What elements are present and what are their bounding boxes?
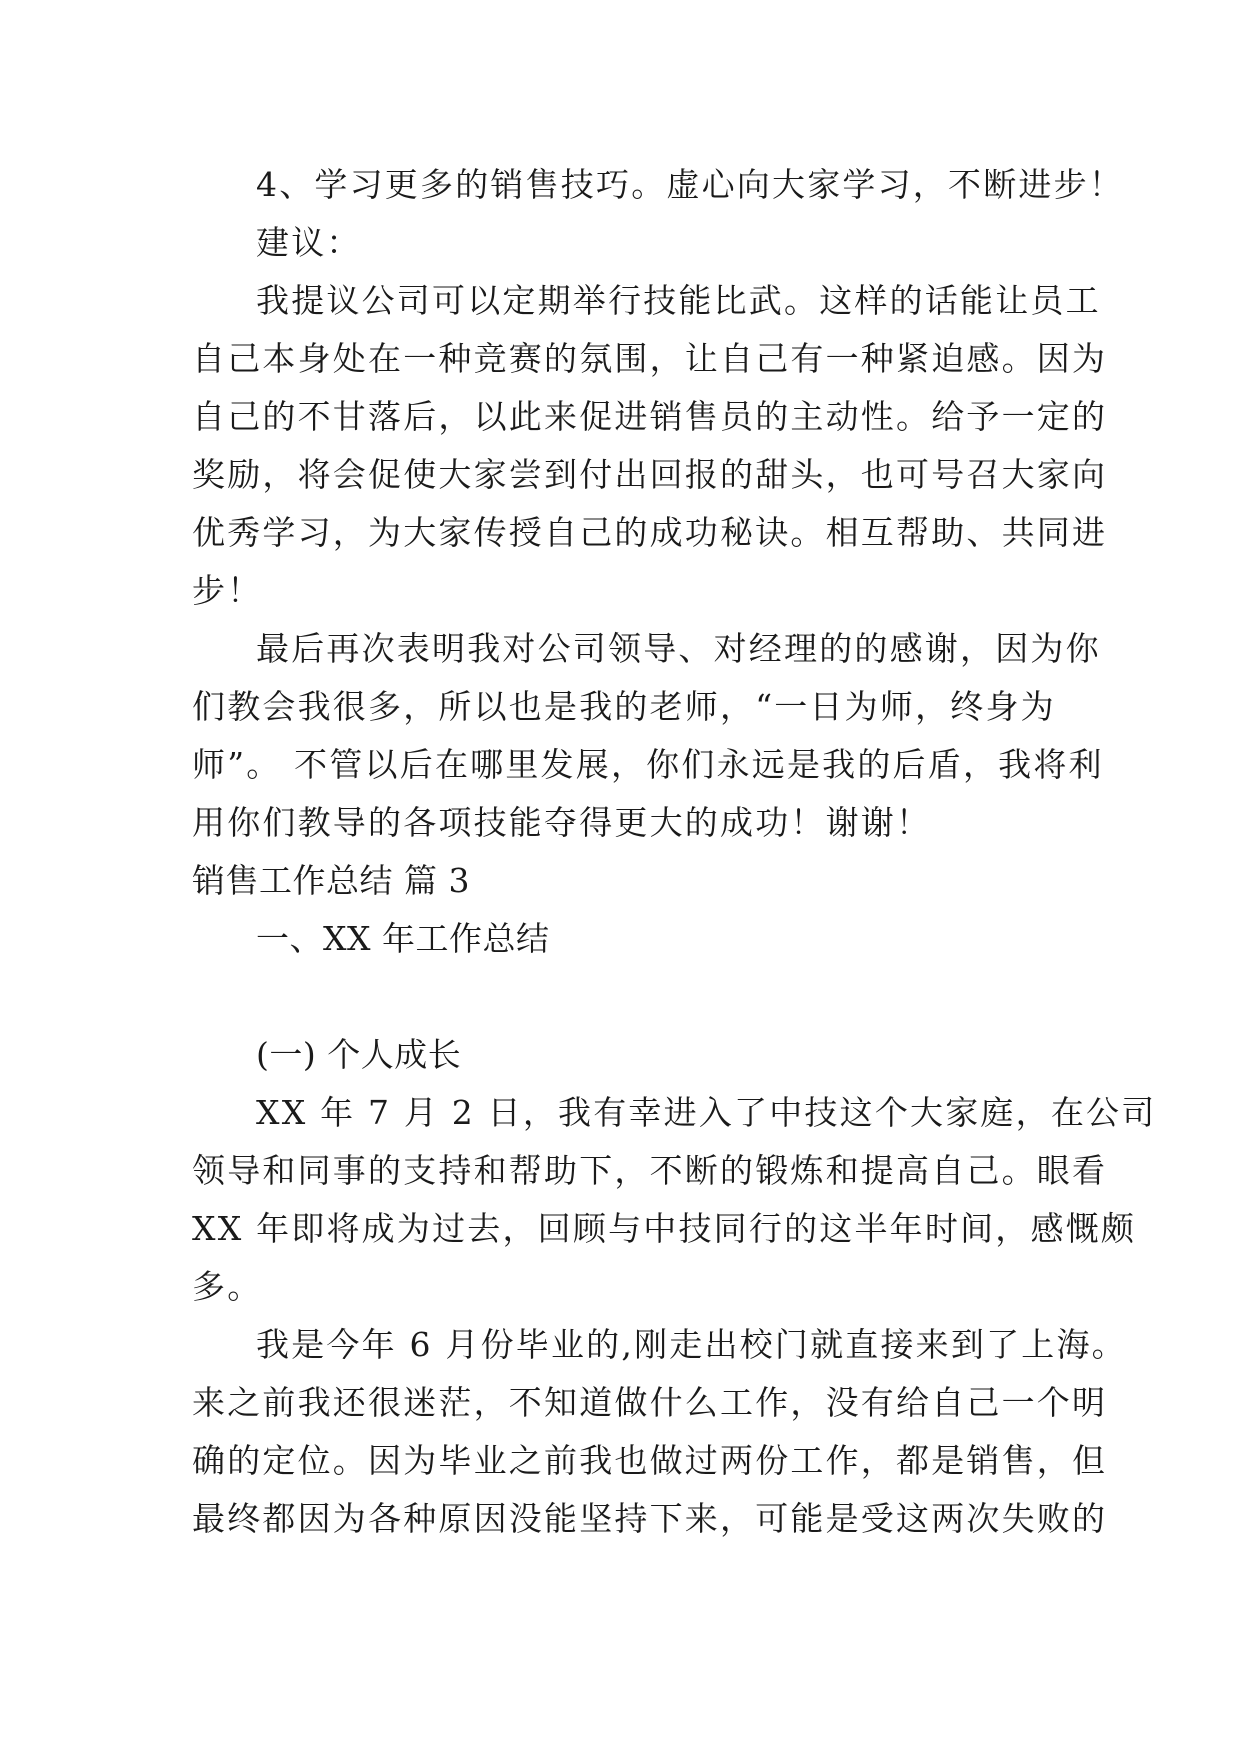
text-line: 奖励，将会促使大家尝到付出回报的甜头，也可号召大家向	[192, 455, 1108, 494]
text-line: 自己本身处在一种竞赛的氛围，让自己有一种紧迫感。因为	[192, 339, 1108, 378]
text-line: 最后再次表明我对公司领导、对经理的的感谢，因为你	[256, 629, 1101, 668]
text-line-item-4: 4、学习更多的销售技巧。虚心向大家学习，不断进步！	[256, 165, 1124, 204]
text-line-suggestion-heading: 建议：	[256, 223, 362, 262]
text-line: XX 年 7 月 2 日，我有幸进入了中技这个大家庭，在公司	[256, 1093, 1157, 1132]
subsection-heading-personal-growth: (一) 个人成长	[256, 1035, 462, 1074]
text-line: 最终都因为各种原因没能坚持下来，可能是受这两次失败的	[192, 1499, 1108, 1538]
subsection-title: 一、XX 年工作总结	[256, 919, 550, 958]
section-title: 销售工作总结 篇 3	[192, 861, 470, 900]
text-line: 优秀学习，为大家传授自己的成功秘诀。相互帮助、共同进	[192, 513, 1108, 552]
text-line: XX 年即将成为过去，回顾与中技同行的这半年时间，感慨颇	[192, 1209, 1137, 1248]
text-line: 师”。 不管以后在哪里发展，你们永远是我的后盾，我将利	[192, 745, 1104, 784]
text-line: 多。	[192, 1267, 263, 1306]
text-line: 用你们教导的各项技能夺得更大的成功！谢谢！	[192, 803, 932, 842]
text-line: 确的定位。因为毕业之前我也做过两份工作，都是销售，但	[192, 1441, 1108, 1480]
text-line: 我是今年 6 月份毕业的,刚走出校门就直接来到了上海。	[256, 1325, 1127, 1364]
text-line: 领导和同事的支持和帮助下，不断的锻炼和提高自己。眼看	[192, 1151, 1108, 1190]
text-line: 我提议公司可以定期举行技能比武。这样的话能让员工	[256, 281, 1101, 320]
text-line: 步！	[192, 571, 263, 610]
text-line: 自己的不甘落后，以此来促进销售员的主动性。给予一定的	[192, 397, 1108, 436]
text-line: 来之前我还很迷茫，不知道做什么工作，没有给自己一个明	[192, 1383, 1108, 1422]
text-line: 们教会我很多，所以也是我的老师，“一日为师，终身为	[192, 687, 1056, 726]
